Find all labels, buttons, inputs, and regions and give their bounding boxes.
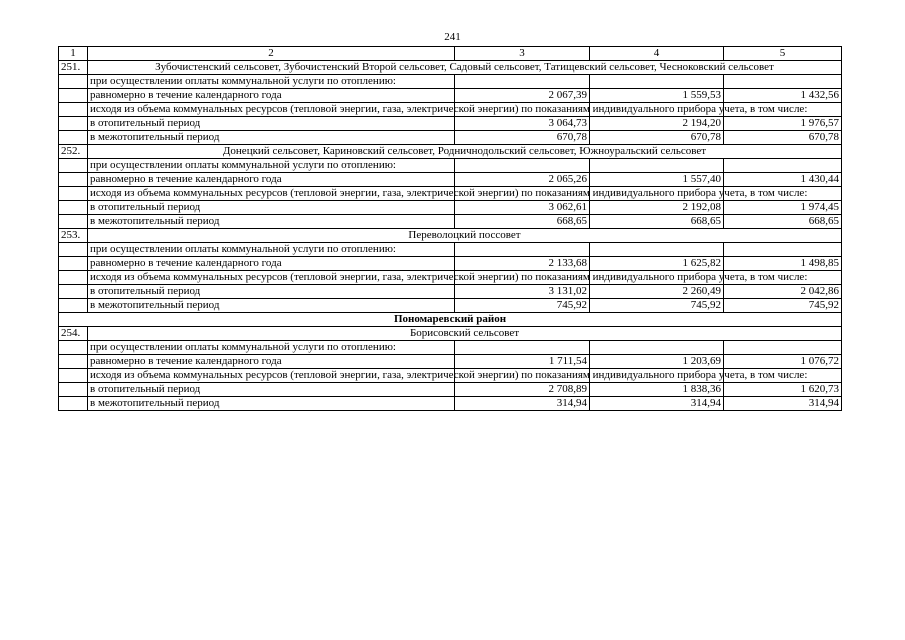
value-cell: 1 076,72	[724, 355, 842, 369]
value-cell: 1 974,45	[724, 201, 842, 215]
meter-label: исходя из объема коммунальных ресурсов (тепловой энергии, газа, электрической энергии) по показаниям индивидуального прибора учета, в том числе:	[88, 271, 455, 285]
value-cell: 1 432,56	[724, 89, 842, 103]
column-number: 2	[88, 47, 455, 61]
even-payment-label: равномерно в течение календарного года	[88, 89, 455, 103]
value-cell: 668,65	[455, 215, 590, 229]
column-number-row	[59, 47, 842, 61]
value-cell: 1 711,54	[455, 355, 590, 369]
table-row	[59, 131, 842, 145]
value-cell: 314,94	[724, 397, 842, 411]
value-cell: 314,94	[455, 397, 590, 411]
value-cell: 670,78	[724, 131, 842, 145]
settlement-names: Переволоцкий поссовет	[88, 229, 842, 243]
meter-label: исходя из объема коммунальных ресурсов (тепловой энергии, газа, электрической энергии) по показаниям индивидуального прибора учета, в том числе:	[88, 187, 455, 201]
table-row	[59, 383, 842, 397]
heating-intro: при осуществлении оплаты коммунальной услуги по отоплению:	[88, 159, 455, 173]
heating-period-label: в отопительный период	[88, 117, 455, 131]
value-cell: 1 620,73	[724, 383, 842, 397]
value-cell: 1 430,44	[724, 173, 842, 187]
value-cell: 668,65	[724, 215, 842, 229]
value-cell: 2 260,49	[590, 285, 724, 299]
table-row	[59, 201, 842, 215]
value-cell: 1 203,69	[590, 355, 724, 369]
value-cell: 1 625,82	[590, 257, 724, 271]
settlement-names: Зубочистенский сельсовет, Зубочистенский Второй сельсовет, Садовый сельсовет, Татищевский сельсовет, Чесноковский сельсовет	[88, 61, 842, 75]
heating-intro: при осуществлении оплаты коммунальной услуги по отоплению:	[88, 243, 455, 257]
entry-number: 251.	[59, 61, 88, 75]
value-cell: 2 194,20	[590, 117, 724, 131]
page-number: 241	[444, 31, 461, 43]
column-number: 5	[724, 47, 842, 61]
table-row	[59, 397, 842, 411]
value-cell: 670,78	[455, 131, 590, 145]
off-season-label: в межотопительный период	[88, 131, 455, 145]
column-number: 3	[455, 47, 590, 61]
meter-label: исходя из объема коммунальных ресурсов (тепловой энергии, газа, электрической энергии) по показаниям индивидуального прибора учета, в том числе:	[88, 369, 455, 383]
table-row	[59, 341, 842, 355]
table-row	[59, 271, 842, 285]
value-cell: 1 976,57	[724, 117, 842, 131]
table-row	[59, 299, 842, 313]
settlement-names: Борисовский сельсовет	[88, 327, 842, 341]
entry-number: 252.	[59, 145, 88, 159]
off-season-label: в межотопительный период	[88, 397, 455, 411]
value-cell: 3 064,73	[455, 117, 590, 131]
value-cell: 1 559,53	[590, 89, 724, 103]
value-cell: 1 838,36	[590, 383, 724, 397]
value-cell: 670,78	[590, 131, 724, 145]
table-row	[59, 257, 842, 271]
table-row	[59, 215, 842, 229]
table-row	[59, 187, 842, 201]
entry-header-row	[59, 327, 842, 341]
value-cell: 2 133,68	[455, 257, 590, 271]
district-row	[59, 313, 842, 327]
settlement-names: Донецкий сельсовет, Кариновский сельсовет, Родничнодольский сельсовет, Южноуральский сельсовет	[88, 145, 842, 159]
table-row	[59, 243, 842, 257]
entry-number: 253.	[59, 229, 88, 243]
value-cell: 314,94	[590, 397, 724, 411]
table-row	[59, 173, 842, 187]
column-number: 1	[59, 47, 88, 61]
meter-label: исходя из объема коммунальных ресурсов (тепловой энергии, газа, электрической энергии) по показаниям индивидуального прибора учета, в том числе:	[88, 103, 455, 117]
district-heading: Пономаревский район	[59, 313, 842, 327]
tariff-table	[58, 46, 842, 411]
entry-header-row	[59, 145, 842, 159]
heating-intro: при осуществлении оплаты коммунальной услуги по отоплению:	[88, 75, 455, 89]
value-cell: 3 062,61	[455, 201, 590, 215]
table-row	[59, 103, 842, 117]
value-cell: 2 708,89	[455, 383, 590, 397]
table-row	[59, 89, 842, 103]
column-number: 4	[590, 47, 724, 61]
value-cell: 2 065,26	[455, 173, 590, 187]
entry-number: 254.	[59, 327, 88, 341]
value-cell: 3 131,02	[455, 285, 590, 299]
heating-period-label: в отопительный период	[88, 201, 455, 215]
heating-period-label: в отопительный период	[88, 285, 455, 299]
value-cell: 668,65	[590, 215, 724, 229]
table-row	[59, 75, 842, 89]
table-row	[59, 355, 842, 369]
value-cell: 1 498,85	[724, 257, 842, 271]
value-cell: 1 557,40	[590, 173, 724, 187]
value-cell: 2 067,39	[455, 89, 590, 103]
even-payment-label: равномерно в течение календарного года	[88, 257, 455, 271]
heating-intro: при осуществлении оплаты коммунальной услуги по отоплению:	[88, 341, 455, 355]
value-cell: 745,92	[455, 299, 590, 313]
entry-header-row	[59, 61, 842, 75]
value-cell: 2 042,86	[724, 285, 842, 299]
off-season-label: в межотопительный период	[88, 299, 455, 313]
off-season-label: в межотопительный период	[88, 215, 455, 229]
value-cell: 745,92	[590, 299, 724, 313]
value-cell: 745,92	[724, 299, 842, 313]
table-row	[59, 117, 842, 131]
heating-period-label: в отопительный период	[88, 383, 455, 397]
table-row	[59, 285, 842, 299]
table-row	[59, 369, 842, 383]
even-payment-label: равномерно в течение календарного года	[88, 173, 455, 187]
table-row	[59, 159, 842, 173]
entry-header-row	[59, 229, 842, 243]
value-cell: 2 192,08	[590, 201, 724, 215]
even-payment-label: равномерно в течение календарного года	[88, 355, 455, 369]
